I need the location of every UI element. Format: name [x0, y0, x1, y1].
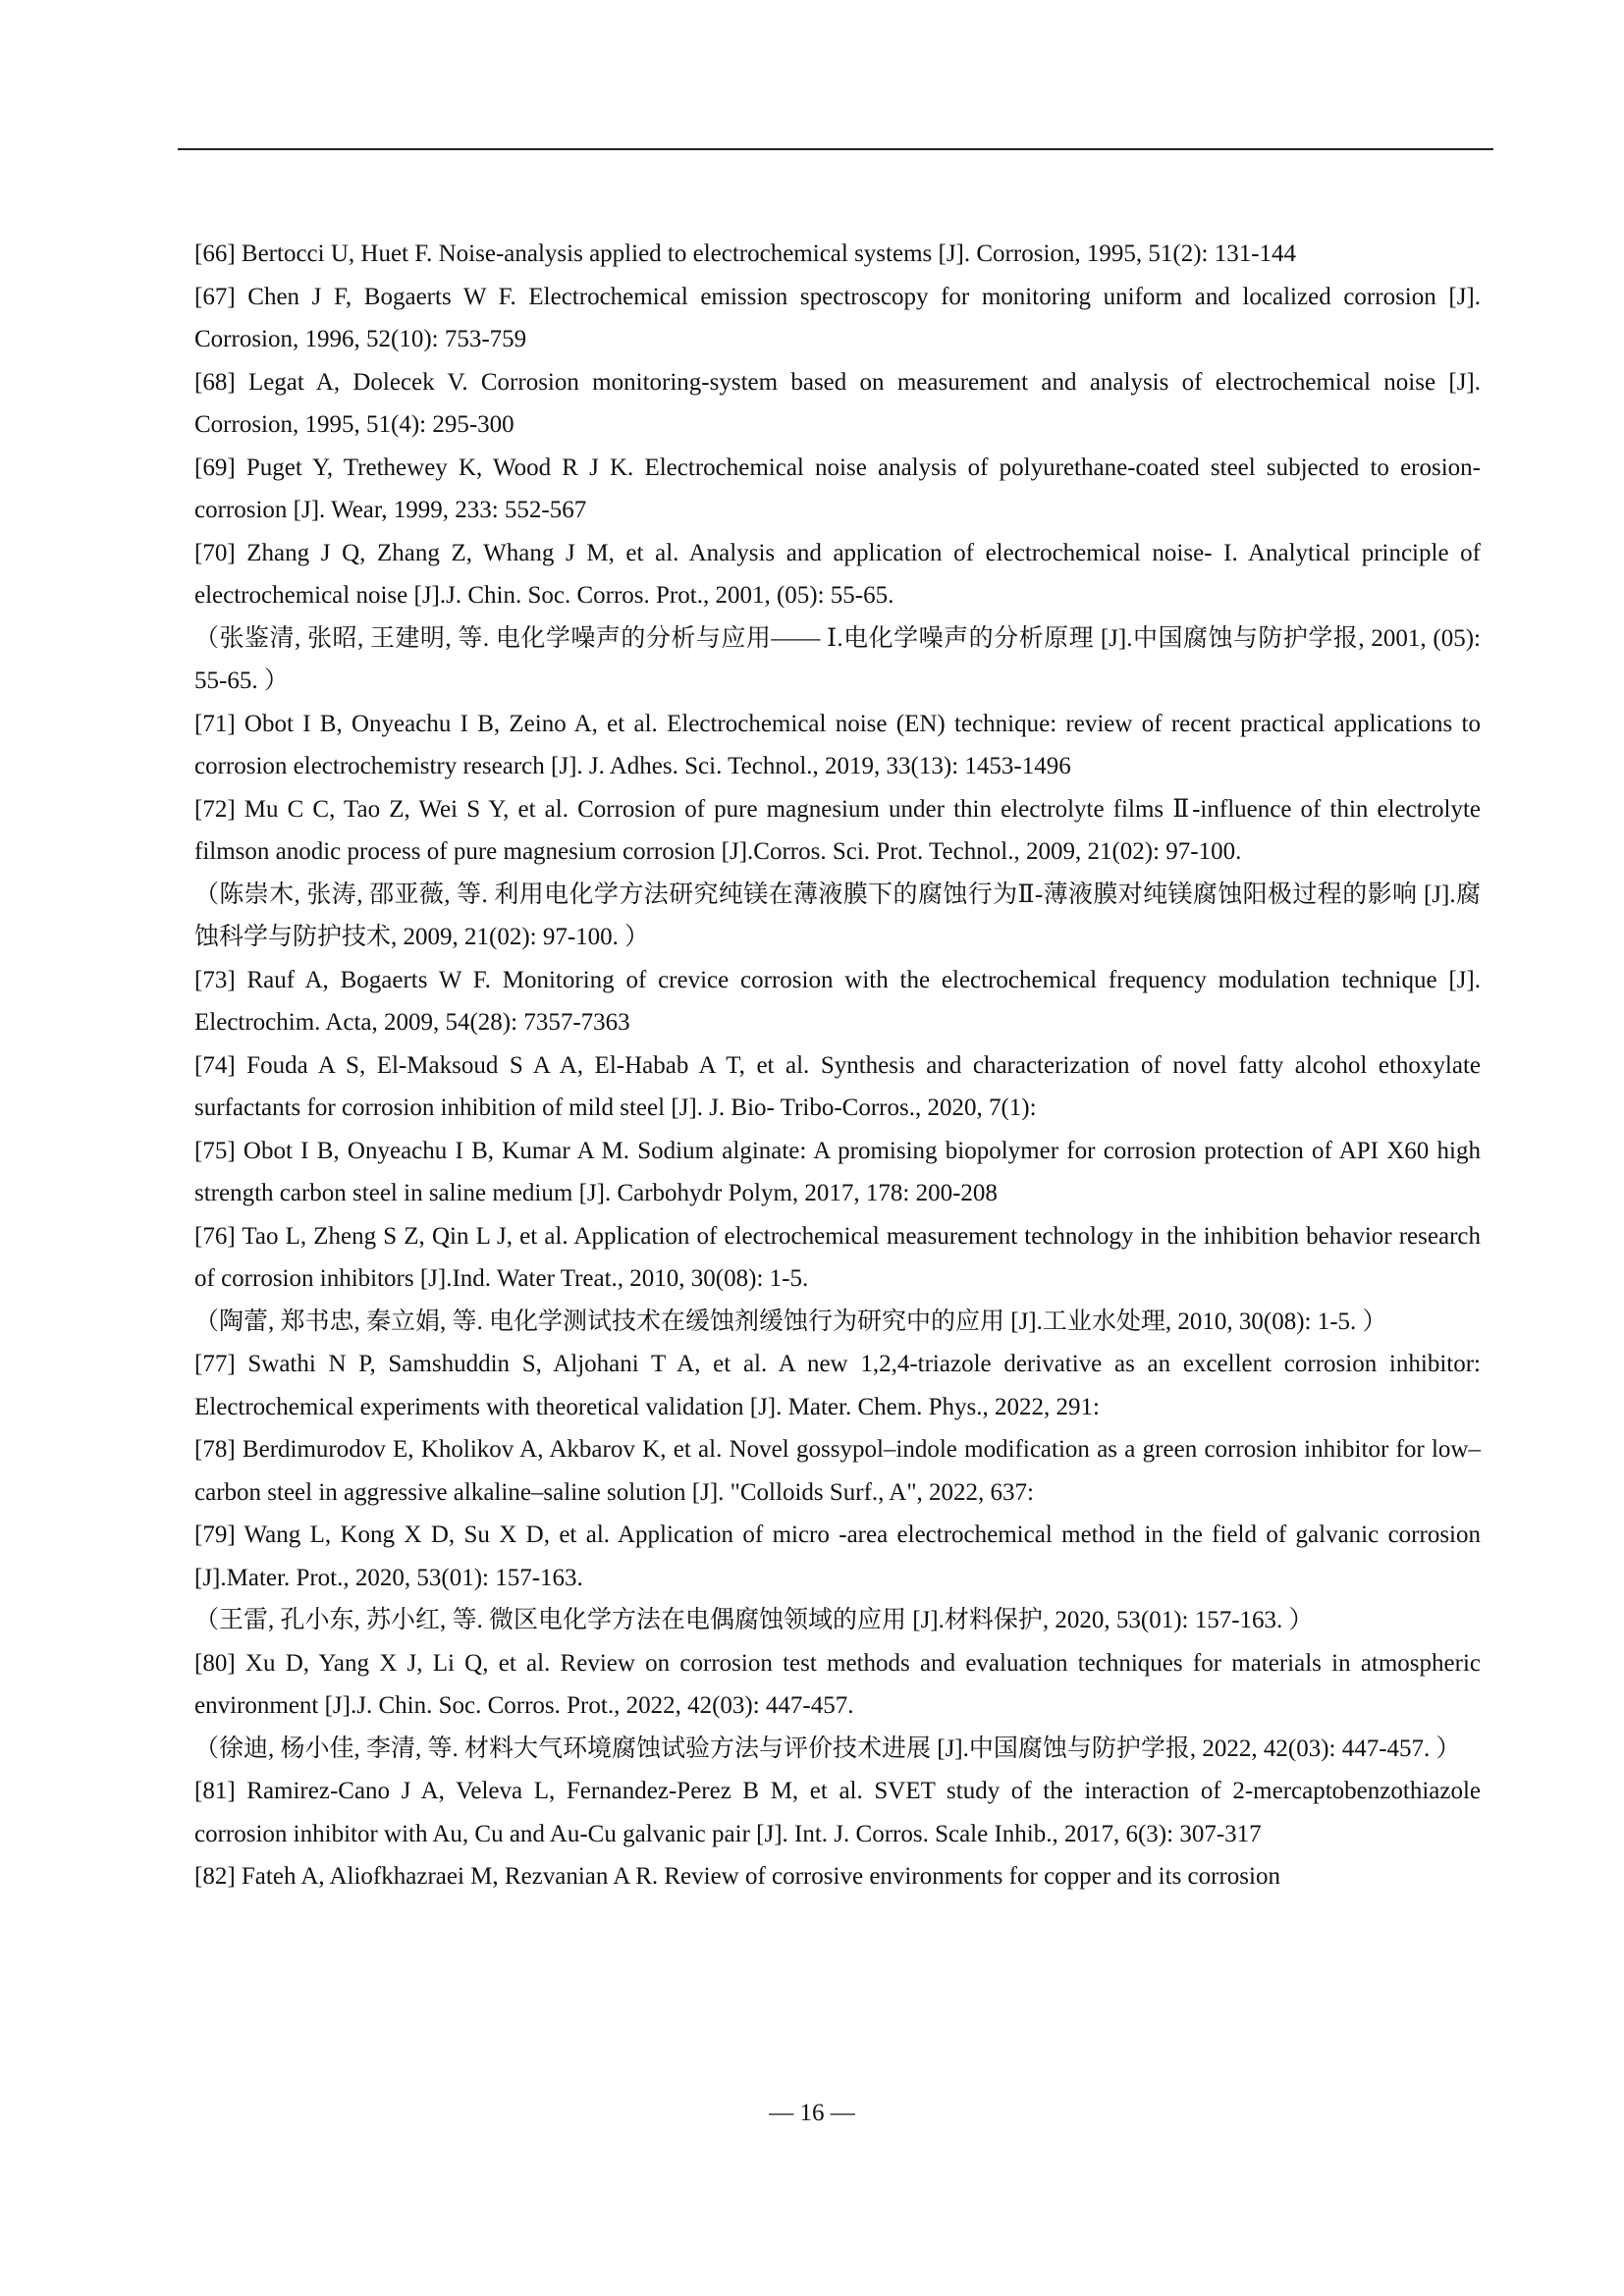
ref-68: [68] Legat A, Dolecek V. Corrosion monitoring-system based on measurement and analysis of electrochemical noise [J]. Corrosion, 1995, 51(4): 295-300 — [194, 368, 1481, 438]
ref-82: [82] Fateh A, Aliofkhazraei M, Rezvanian A R. Review of corrosive environments for copper and its corrosion — [194, 1863, 1280, 1890]
ref-80-chinese: （徐迪, 杨小佳, 李清, 等. 材料大气环境腐蚀试验方法与评价技术进展 [J].中国腐蚀与防护学报, 2022, 42(03): 447-457. ） — [194, 1735, 1461, 1762]
ref-79-chinese: （王雷, 孔小东, 苏小红, 等. 微区电化学方法在电偶腐蚀领域的应用 [J].材料保护, 2020, 53(01): 157-163. ） — [194, 1607, 1314, 1633]
ref-77: [77] Swathi N P, Samshuddin S, Aljohani T A, et al. A new 1,2,4-triazole derivative as an excellent corrosion inhibitor: Electrochemical experiments with theoretical validation [J]. Mater. Chem. Phys., 2022, 291: — [194, 1351, 1481, 1420]
ref-79: [79] Wang L, Kong X D, Su X D, et al. Application of micro -area electrochemical method in the field of galvanic corrosion [J].Mater. Prot., 2020, 53(01): 157-163. — [194, 1522, 1481, 1591]
ref-76-chinese: （陶蕾, 郑书忠, 秦立娟, 等. 电化学测试技术在缓蚀剂缓蚀行为研究中的应用 [J].工业水处理, 2010, 30(08): 1-5. ） — [194, 1308, 1387, 1335]
ref-69: [69] Puget Y, Trethewey K, Wood R J K. Electrochemical noise analysis of polyurethane-coated steel subjected to erosion-corrosion [J]. Wear, 1999, 233: 552-567 — [194, 454, 1481, 523]
reference-list — [194, 233, 1481, 1898]
ref-73: [73] Rauf A, Bogaerts W F. Monitoring of crevice corrosion with the electrochemical frequency modulation technique [J]. Electrochim. Acta, 2009, 54(28): 7357-7363 — [194, 966, 1481, 1036]
ref-81: [81] Ramirez-Cano J A, Veleva L, Fernandez-Perez B M, et al. SVET study of the interaction of 2-mercaptobenzothiazole corrosion inhibitor with Au, Cu and Au-Cu galvanic pair [J]. Int. J. Corros. Scale Inhib., 2017, 6(3): 307-317 — [194, 1778, 1481, 1847]
ref-74: [74] Fouda A S, El-Maksoud S A A, El-Habab A T, et al. Synthesis and characterization of novel fatty alcohol ethoxylate surfactants for corrosion inhibition of mild steel [J]. J. Bio- Tribo-Corros., 2020, 7(1): — [194, 1051, 1481, 1121]
ref-66: [66] Bertocci U, Huet F. Noise-analysis applied to electrochemical systems [J]. Corrosion, 1995, 51(2): 131-144 — [194, 240, 1297, 267]
page-number: — 16 — — [769, 2100, 855, 2126]
ref-71: [71] Obot I B, Onyeachu I B, Zeino A, et al. Electrochemical noise (EN) technique: review of recent practical applications to corrosion electrochemistry research [J]. J. Adhes. Sci. Technol., 2019, 33(13): 1453-1496 — [194, 710, 1481, 779]
ref-70: [70] Zhang J Q, Zhang Z, Whang J M, et al. Analysis and application of electrochemical noise- I. Analytical principle of electrochemical noise [J].J. Chin. Soc. Corros. Prot., 2001, (05): 55-65. — [194, 539, 1481, 609]
ref-72-chinese: （陈崇木, 张涛, 邵亚薇, 等. 利用电化学方法研究纯镁在薄液膜下的腐蚀行为Ⅱ-薄液膜对纯镁腐蚀阳极过程的影响 [J].腐蚀科学与防护技术, 2009, 21(02): 97-100. ） — [194, 881, 1481, 950]
ref-72: [72] Mu C C, Tao Z, Wei S Y, et al. Corrosion of pure magnesium under thin electrolyte films Ⅱ-influence of thin electrolyte filmson anodic process of pure magnesium corrosion [J].Corros. Sci. Prot. Technol., 2009, 21(02): 97-100. — [194, 795, 1481, 865]
ref-76: [76] Tao L, Zheng S Z, Qin L J, et al. Application of electrochemical measurement technology in the inhibition behavior research of corrosion inhibitors [J].Ind. Water Treat., 2010, 30(08): 1-5. — [194, 1222, 1481, 1292]
ref-70-chinese: （张鉴清, 张昭, 王建明, 等. 电化学噪声的分析与应用—— Ⅰ.电化学噪声的分析原理 [J].中国腐蚀与防护学报, 2001, (05): 55-65. ） — [194, 624, 1481, 694]
ref-78: [78] Berdimurodov E, Kholikov A, Akbarov K, et al. Novel gossypol–indole modification as a green corrosion inhibitor for low–carbon steel in aggressive alkaline–saline solution [J]. "Colloids Surf., A", 2022, 637: — [194, 1436, 1481, 1506]
header-rule — [178, 148, 1493, 150]
ref-67: [67] Chen J F, Bogaerts W F. Electrochemical emission spectroscopy for monitoring uniform and localized corrosion [J]. Corrosion, 1996, 52(10): 753-759 — [194, 283, 1481, 352]
ref-75: [75] Obot I B, Onyeachu I B, Kumar A M. Sodium alginate: A promising biopolymer for corrosion protection of API X60 high strength carbon steel in saline medium [J]. Carbohydr Polym, 2017, 178: 200-208 — [194, 1137, 1481, 1206]
ref-80: [80] Xu D, Yang X J, Li Q, et al. Review on corrosion test methods and evaluation techniques for materials in atmospheric environment [J].J. Chin. Soc. Corros. Prot., 2022, 42(03): 447-457. — [194, 1649, 1481, 1719]
